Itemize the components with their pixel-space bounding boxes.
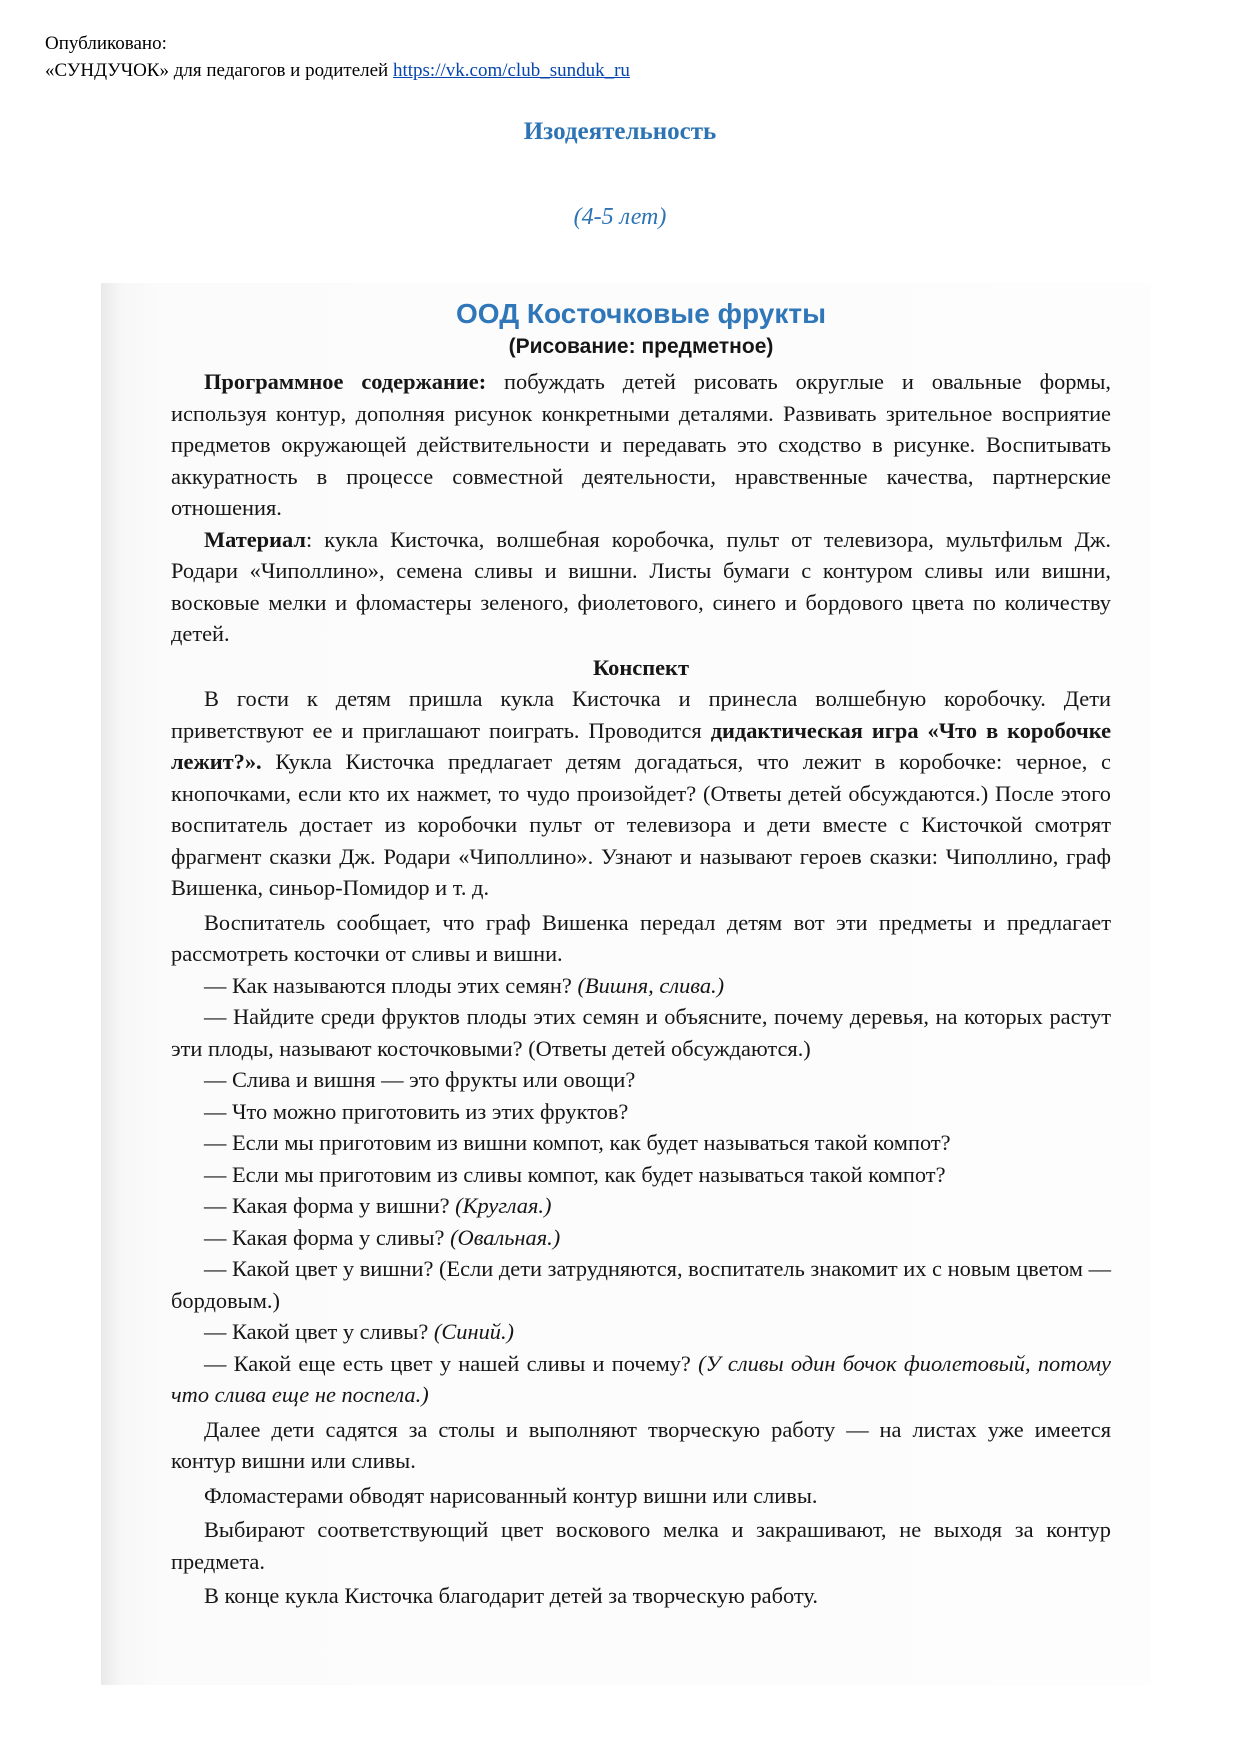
question-2: — Найдите среди фруктов плоды этих семян и объясните, почему деревья, на которых растут эти плоды, называют косточковыми? (Ответы детей обсуждаются.)	[171, 1004, 1111, 1061]
paragraph-crayons: Выбирают соответствующий цвет воскового мелка и закрашивают, не выходя за контур предмета.	[171, 1517, 1111, 1574]
program-label: Программное содержание:	[204, 369, 487, 394]
answer-text: (Вишня, слива.)	[577, 972, 725, 998]
answer-text: (Круглая.)	[455, 1193, 552, 1218]
program-paragraph	[171, 366, 1111, 524]
publisher-line	[45, 57, 630, 84]
material-text: : кукла Кисточка, волшебная коробочка, пульт от телевизора, мультфильм Дж. Родари «Чиполлино», семена сливы и вишни. Листы бумаги с контуром сливы или вишни, восковые мелки и фломастеры зеленого, фиолетового, синего и бордового цвета по количеству детей.	[171, 526, 1111, 646]
program-text: побуждать детей рисовать округлые и овальные формы, используя контур, дополняя рисунок конкретными деталями. Развивать зрительное восприятие предметов окружающей действительности и передавать это сходство в рисунке. Воспитывать аккуратность в процессе совместной деятельности, нравственные качества, партнерские отношения.	[171, 369, 1111, 520]
intro-text-c: Кукла Кисточка предлагает детям догадаться, что лежит в коробочке: черное, с кнопочками, если кто их нажмет, то чудо произойдет? (Ответы детей обсуждаются.) После этого воспитатель достает из коробочки пульт от телевизора и дети вместе с Кисточкой смотрят фрагмент сказки Дж. Родари «Чиполлино». Узнают и называют героев сказки: Чиполлино, граф Вишенка, синьор-Помидор и т. д.	[171, 749, 1111, 900]
paragraph-markers: Фломастерами обводят нарисованный контур вишни или сливы.	[204, 1482, 818, 1508]
question-1	[171, 970, 1111, 1002]
material-paragraph	[171, 524, 1111, 650]
published-label: Опубликовано:	[45, 33, 167, 54]
question-text: — Как называются плоды этих семян?	[204, 972, 578, 998]
publisher-link[interactable]: https://vk.com/club_sunduk_ru	[392, 60, 630, 81]
answer-text: (У сливы один бочок фиолетовый, потому что слива еще не поспела.)	[171, 1350, 1111, 1407]
age-label: (4-5 лет)	[573, 204, 667, 230]
question-7	[171, 1190, 1111, 1222]
lesson-subtitle: (Рисование: предметное)	[508, 335, 774, 358]
konspekt-heading: Конспект	[593, 654, 689, 680]
intro-text-a: В гости к детям пришла кукла Кисточка и принесла волшебную коробочку. Дети приветствуют ее и приглашают поиграть. Проводится	[171, 686, 1111, 743]
question-text: — Какой цвет у сливы?	[204, 1319, 434, 1344]
question-text: — Какая форма у вишни?	[204, 1193, 456, 1218]
publication-header	[45, 30, 630, 84]
question-9: — Какой цвет у вишни? (Если дети затрудняются, воспитатель знакомит их с новым цветом — бордовым.)	[171, 1256, 1111, 1313]
lesson-title: ООД Косточковые фрукты	[456, 298, 826, 329]
question-11	[171, 1348, 1111, 1411]
question-text: — Какой еще есть цвет у нашей сливы и почему?	[204, 1350, 699, 1376]
answer-text: (Овальная.)	[450, 1224, 561, 1250]
paragraph-work: Далее дети садятся за столы и выполняют творческую работу — на листах уже имеется контур вишни или сливы.	[171, 1416, 1111, 1473]
paragraph-ending: В конце кукла Кисточка благодарит детей за творческую работу.	[204, 1583, 818, 1608]
section-title: Изодеятельность	[523, 118, 717, 145]
question-5: — Если мы приготовим из вишни компот, как будет называться такой компот?	[204, 1130, 951, 1155]
question-10	[171, 1316, 1111, 1348]
material-label: Материал	[204, 526, 306, 552]
question-8	[171, 1222, 1111, 1254]
question-3: — Слива и вишня — это фрукты или овощи?	[204, 1067, 636, 1092]
game-title: дидактическая игра «Что в коробочке лежит?».	[171, 717, 1112, 774]
paragraph-teacher: Воспитатель сообщает, что граф Вишенка передал детям вот эти предметы и предлагает рассмотреть косточки от сливы и вишни.	[171, 909, 1111, 966]
question-6: — Если мы приготовим из сливы компот, как будет называться такой компот?	[204, 1161, 946, 1187]
question-4: — Что можно приготовить из этих фруктов?	[204, 1098, 629, 1124]
question-text: — Какая форма у сливы?	[204, 1224, 451, 1250]
publisher-name: «СУНДУЧОК» для педагогов и родителей	[45, 60, 389, 81]
book-page-text	[171, 296, 1111, 1612]
answer-text: (Синий.)	[433, 1319, 515, 1344]
paragraph-intro	[171, 683, 1111, 904]
